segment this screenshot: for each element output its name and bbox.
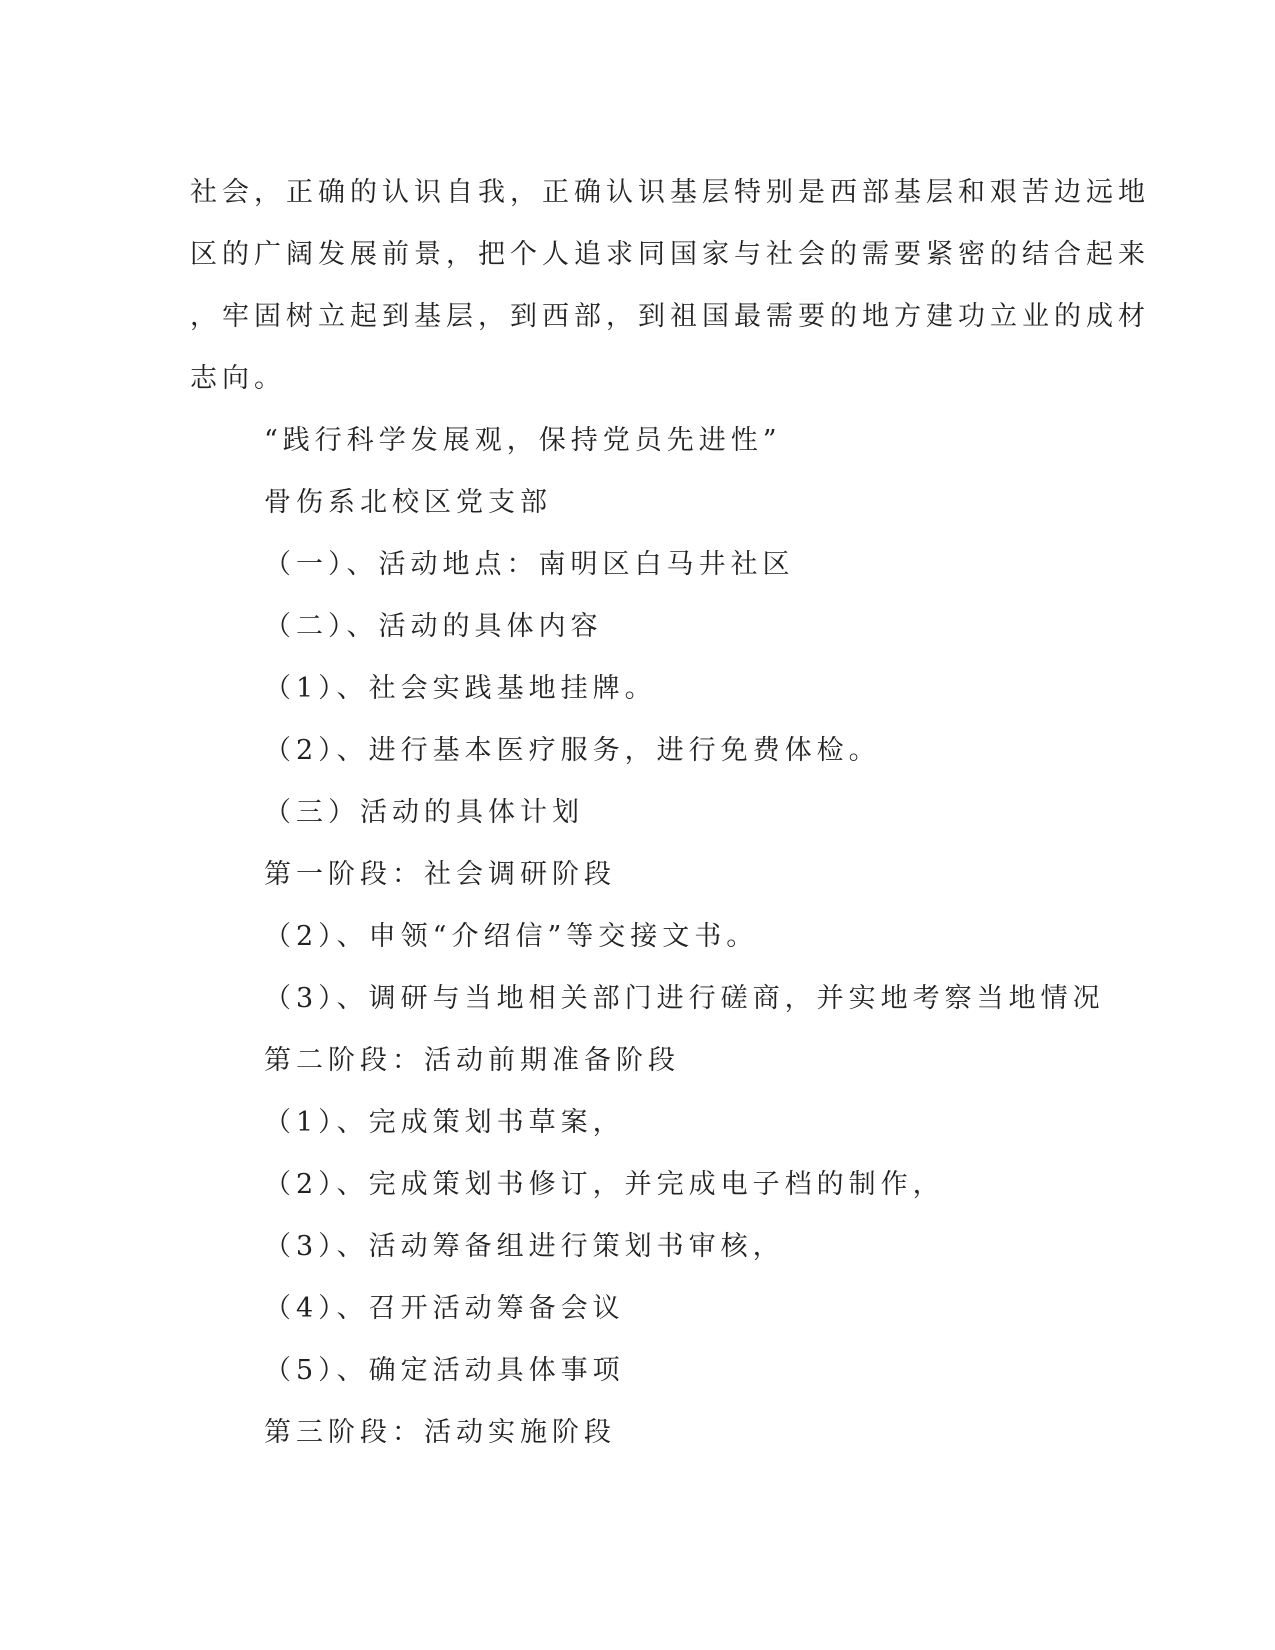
paragraph-line: 区的广阔发展前景，把个人追求同国家与社会的需要紧密的结合起来 — [190, 239, 1150, 270]
section-plan: （三）活动的具体计划 — [264, 797, 584, 828]
content-item: （2）、进行基本医疗服务，进行免费体检。 — [264, 735, 881, 766]
paragraph-line: ，牢固树立起到基层，到西部，到祖国最需要的地方建功立业的成材 — [190, 301, 1150, 332]
stage-step: （2）、完成策划书修订，并完成电子档的制作， — [264, 1169, 945, 1200]
paragraph-line: 志向。 — [190, 363, 286, 394]
stage-step: （1）、完成策划书草案， — [264, 1107, 625, 1138]
section-content: （二）、活动的具体内容 — [264, 611, 603, 642]
stage-step: （3）、活动筹备组进行策划书审核， — [264, 1231, 785, 1262]
organizer: 骨伤系北校区党支部 — [264, 487, 552, 518]
paragraph-line: 社会，正确的认识自我，正确认识基层特别是西部基层和艰苦边远地 — [190, 177, 1150, 208]
stage-step: （3）、调研与当地相关部门进行磋商，并实地考察当地情况 — [264, 983, 1105, 1014]
activity-title: “践行科学发展观，保持党员先进性” — [264, 425, 782, 456]
content-item: （1）、社会实践基地挂牌。 — [264, 673, 657, 704]
stage-heading: 第三阶段：活动实施阶段 — [264, 1417, 616, 1448]
document-body — [190, 162, 1150, 1464]
stage-step: （2）、申领“介绍信”等交接文书。 — [264, 921, 759, 952]
section-location: （一）、活动地点：南明区白马井社区 — [264, 549, 795, 580]
stage-step: （4）、召开活动筹备会议 — [264, 1293, 625, 1324]
stage-heading: 第二阶段：活动前期准备阶段 — [264, 1045, 680, 1076]
stage-step: （5）、确定活动具体事项 — [264, 1355, 625, 1386]
stage-heading: 第一阶段：社会调研阶段 — [264, 859, 616, 890]
